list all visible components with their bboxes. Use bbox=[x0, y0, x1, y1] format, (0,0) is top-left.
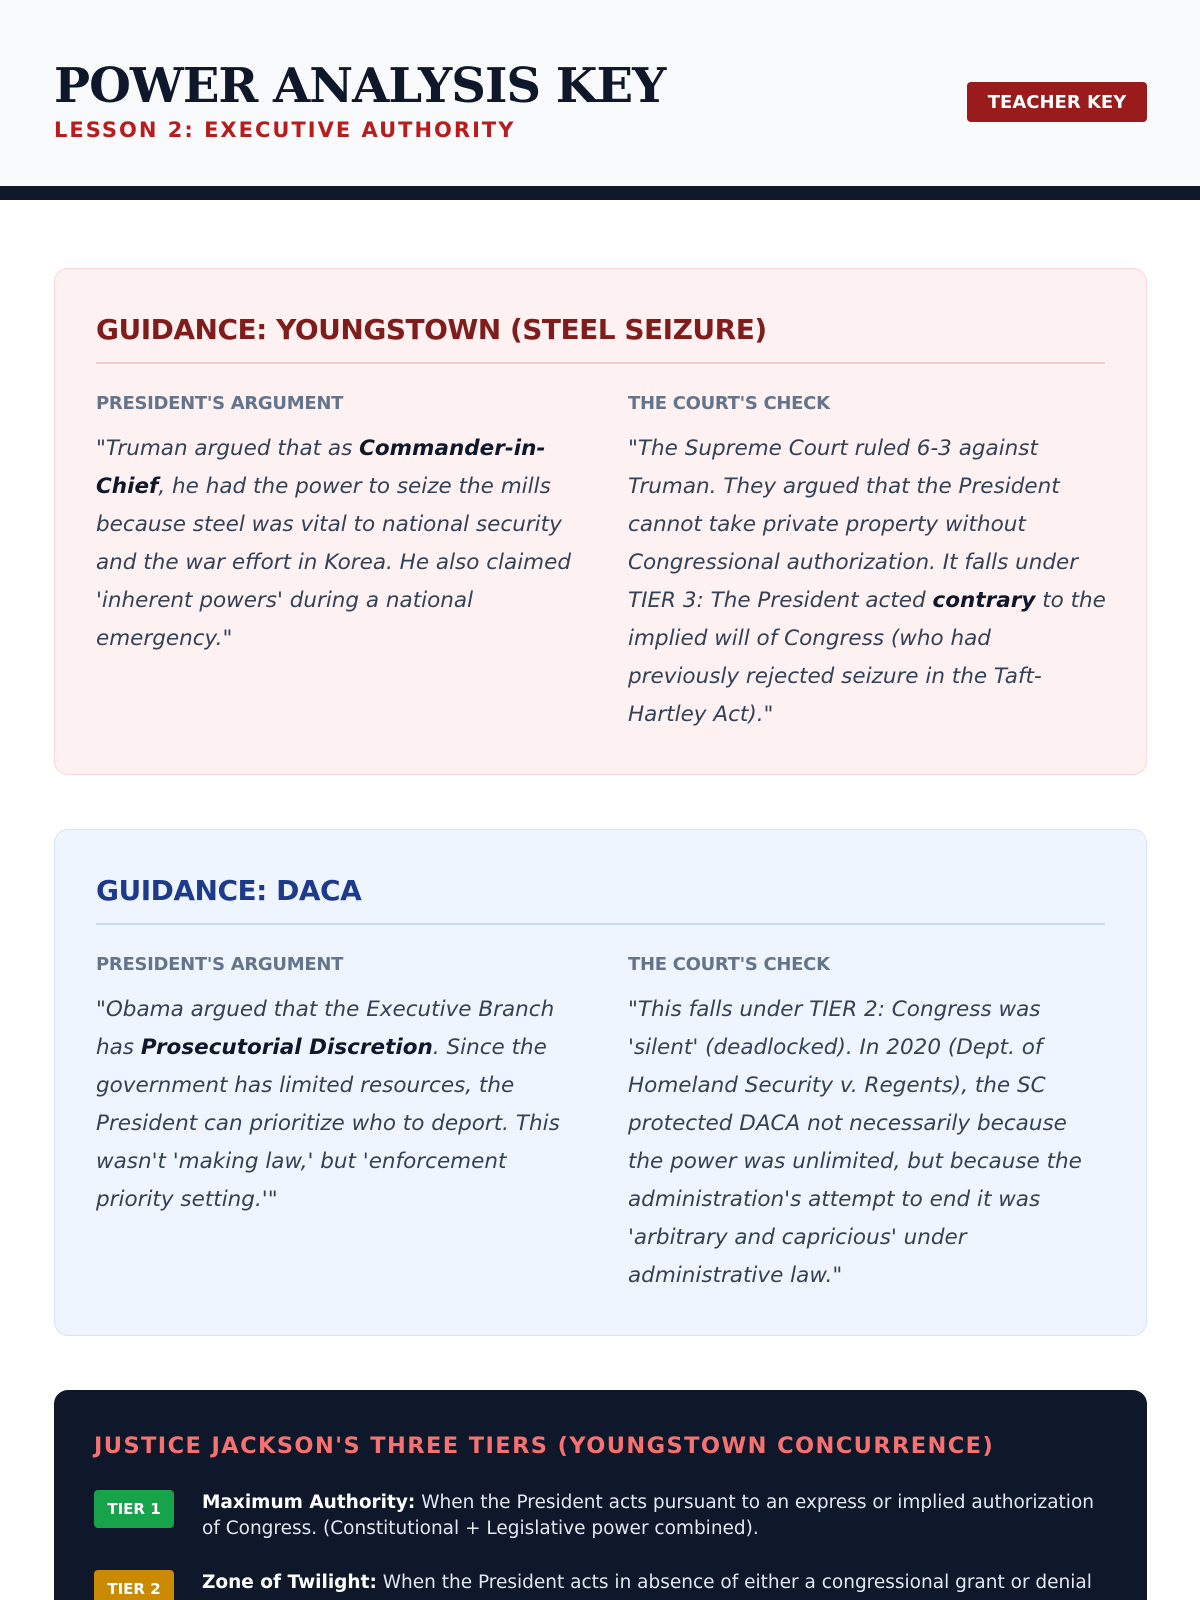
tier-description: Maximum Authority: When the President acts pursuant to an express or implied authorization of Congress. (Constitutional + Legislative power combined). bbox=[202, 1492, 1094, 1539]
column-text: "The Supreme Court ruled 6-3 against Truman. They argued that the President cannot take private property without Congressional authorization. It falls under TIER 3: The President acted contrary to the implied will of Congress (who had previously rejected seizure in the Taft-Hartley Act)." bbox=[628, 436, 1106, 727]
tier-row bbox=[94, 1490, 1104, 1542]
president-argument-column bbox=[96, 392, 576, 658]
president-argument-column bbox=[96, 953, 576, 1219]
column-label: PRESIDENT'S ARGUMENT bbox=[96, 393, 344, 414]
court-check-column bbox=[628, 953, 1108, 1295]
column-label: THE COURT'S CHECK bbox=[628, 393, 830, 414]
page-header bbox=[0, 0, 1200, 200]
column-text: "Obama argued that the Executive Branch has Prosecutorial Discretion. Since the government has limited resources, the President can prioritize who to deport. This wasn't 'making law,' but 'enforcement priority setting.'" bbox=[96, 997, 560, 1212]
teacher-key-badge: TEACHER KEY bbox=[967, 82, 1147, 122]
card-title: GUIDANCE: YOUNGSTOWN (STEEL SEIZURE) bbox=[96, 313, 1105, 364]
column-text: "Truman argued that as Commander-in-Chief, he had the power to seize the mills because steel was vital to national security and the war effort in Korea. He also claimed 'inherent powers' during a national emergency." bbox=[96, 436, 571, 651]
page-title: POWER ANALYSIS KEY bbox=[54, 58, 666, 114]
column-text: "This falls under TIER 2: Congress was 'silent' (deadlocked). In 2020 (Dept. of Homeland Security v. Regents), the SC protected DACA not necessarily because the power was unlimited, but because the administration's attempt to end it was 'arbitrary and capricious' under administrative law." bbox=[628, 997, 1082, 1288]
tiers-title: JUSTICE JACKSON'S THREE TIERS (YOUNGSTOWN CONCURRENCE) bbox=[94, 1433, 995, 1459]
tier-badge: TIER 1 bbox=[94, 1490, 174, 1528]
tier-description: Zone of Twilight: When the President acts in absence of either a congressional grant or denial bbox=[202, 1572, 1092, 1593]
tier-row bbox=[94, 1570, 1104, 1600]
three-tiers-panel bbox=[54, 1390, 1147, 1600]
card-title: GUIDANCE: DACA bbox=[96, 874, 1105, 925]
page-subtitle: LESSON 2: EXECUTIVE AUTHORITY bbox=[54, 118, 516, 142]
court-check-column bbox=[628, 392, 1108, 734]
tier-badge: TIER 2 bbox=[94, 1570, 174, 1600]
guidance-card-youngstown bbox=[54, 268, 1147, 775]
guidance-card-daca bbox=[54, 829, 1147, 1336]
column-label: THE COURT'S CHECK bbox=[628, 954, 830, 975]
column-label: PRESIDENT'S ARGUMENT bbox=[96, 954, 344, 975]
